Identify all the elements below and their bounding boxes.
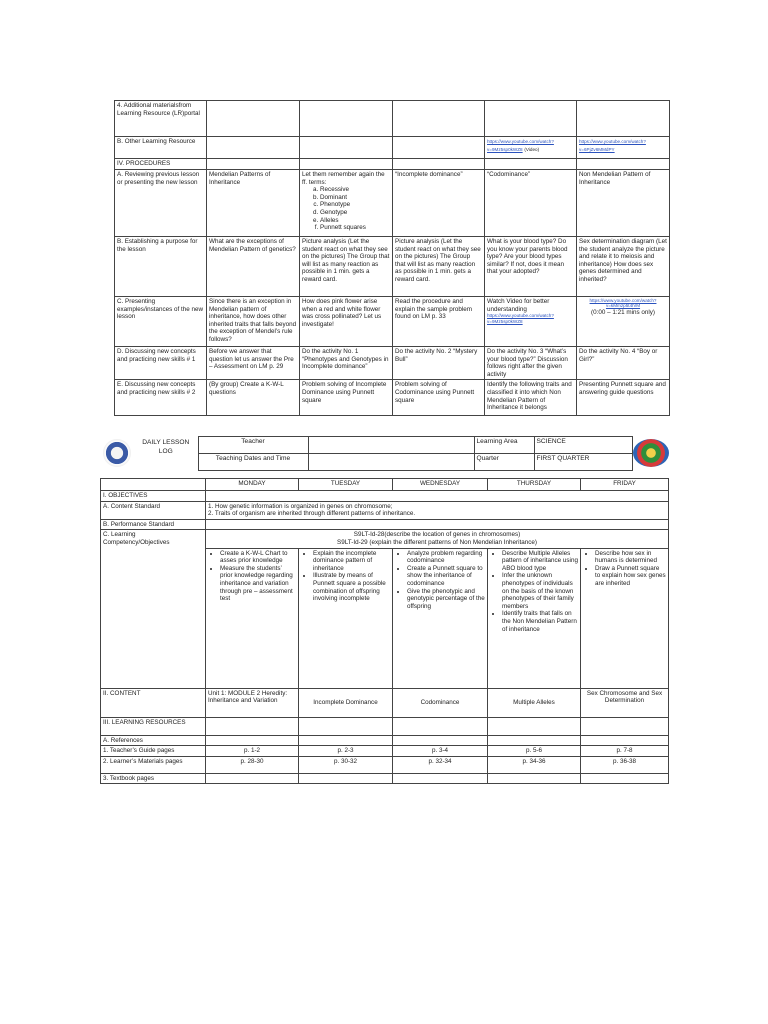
- table-row: [115, 137, 670, 159]
- table-row: [101, 519, 669, 530]
- cell-friday: Non Mendelian Pattern of Inheritance: [577, 170, 670, 237]
- content-standard-line: 1. How genetic information is organized in genes on chromosome;: [208, 502, 393, 510]
- cell-wednesday: Picture analysis (Let the student react on what they see on the pictures) The Group that will list as many reaction as possible in 1 min. gets a reward card.: [393, 237, 485, 297]
- cell-thursday: Watch Video for better understanding https://www.youtube.com/watch?v=9Mz5sp0kWZ8: [485, 297, 577, 347]
- day-header-monday: MONDAY: [206, 479, 299, 491]
- dates-value: [308, 454, 474, 471]
- cell-tuesday: [300, 170, 393, 237]
- cell-wednesday: Problem solving of Codominance using Punnett square: [393, 380, 485, 416]
- cell-monday: Mendelian Patterns of Inheritance: [207, 170, 300, 237]
- section-heading: II. CONTENT: [101, 688, 206, 717]
- row-label: D. Discussing new concepts and practicing new skills # 1: [115, 347, 207, 380]
- table-row: [101, 717, 669, 735]
- list-item: d. Genotype: [320, 209, 390, 217]
- learning-area-value: SCIENCE: [534, 437, 632, 454]
- table-row: [101, 688, 669, 717]
- cell-tuesday: How does pink flower arise when a red and white flower was cross pollinated? Let us investigate!: [300, 297, 393, 347]
- list-item: • Draw a Punnett square to explain how sex genes are inherited: [595, 565, 666, 588]
- video-link[interactable]: https://www.youtube.com/watch?v=kMmzp5t4hrM: [589, 298, 657, 309]
- section-heading: I. OBJECTIVES: [101, 491, 206, 502]
- video-link[interactable]: https://www.youtube.com/watch?v=6PjZv6MMdPY: [579, 139, 646, 152]
- day-header-friday: FRIDAY: [581, 479, 669, 491]
- table-row: [115, 159, 670, 170]
- video-suffix: (Video): [524, 146, 540, 152]
- cell-thursday: Identify the following traits and classified it into which Non Mendelian Pattern of Inheritance it belongs: [485, 380, 577, 416]
- quarter-label: Quarter: [474, 454, 534, 471]
- list-item: • Create a K-W-L Chart to asses prior knowledge: [220, 550, 296, 565]
- deped-seal-logo: [103, 439, 131, 467]
- row-label: E. Discussing new concepts and practicing new skills # 2: [115, 380, 207, 416]
- section-heading: III. LEARNING RESOURCES: [101, 717, 206, 735]
- cell-friday: https://www.youtube.com/watch?v=kMmzp5t4hrM (0:00 – 1:21 mins only): [577, 297, 670, 347]
- list-item: • Create a Punnett square to show the inheritance of codominance: [407, 565, 485, 588]
- procedures-table: [114, 100, 670, 416]
- video-link[interactable]: https://www.youtube.com/watch?v=9Mz5sp0kWZ8: [487, 313, 554, 324]
- row-label: C. Presenting examples/instances of the new lesson: [115, 297, 207, 347]
- table-row: 1. Teacher’s Guide pages p. 1-2 p. 2-3 p. 3-4 p. 5-6 p. 7-8: [101, 746, 669, 757]
- row-label: 3. Textbook pages: [101, 773, 206, 784]
- cell-tuesday: Incomplete Dominance: [299, 688, 393, 717]
- cell-friday: Sex determination diagram (Let the student analyze the picture and relate it to meiosis and inheritance) How does sex genes determined and inherited?: [577, 237, 670, 297]
- list-item: f. Punnett squares: [320, 224, 390, 232]
- teacher-value: [308, 437, 474, 454]
- header-table: [100, 436, 668, 471]
- day-header-wednesday: WEDNESDAY: [393, 479, 488, 491]
- row-label: 1. Teacher’s Guide pages: [101, 746, 206, 757]
- table-row: [101, 735, 669, 746]
- lesson-log-header: [100, 436, 668, 470]
- school-logo: [633, 439, 669, 467]
- list-item: • Describe how sex in humans is determined: [595, 550, 666, 565]
- cell-friday: Presenting Punnett square and answering guide questions: [577, 380, 670, 416]
- row-label: A. Reviewing previous lesson or presenting the new lesson: [115, 170, 207, 237]
- cell-wednesday: [393, 548, 488, 688]
- table-row: [101, 491, 669, 502]
- table-row: [101, 501, 669, 519]
- cell-thursday: Multiple Alleles: [488, 688, 581, 717]
- cell-monday: Since there is an exception in Mendelian pattern of inheritance, how does other inherited traits that falls beyond the exception of Mendel’s rule follows?: [207, 297, 300, 347]
- cell-wednesday: “Incomplete dominance”: [393, 170, 485, 237]
- cell-wednesday: Do the activity No. 2 “Mystery Bull”: [393, 347, 485, 380]
- day-header-thursday: THURSDAY: [488, 479, 581, 491]
- cell-tuesday: [299, 548, 393, 688]
- cell-thursday: “Codominance”: [485, 170, 577, 237]
- table-row: 2. Learner’s Materials pages p. 28-30 p. 30-32 p. 32-34 p. 34-36 p. 36-38: [101, 756, 669, 773]
- cell-tuesday: Picture analysis (Let the student react on what they see on the pictures) The Group that will list as many reaction as possible in 1 min. gets a reward card.: [300, 237, 393, 297]
- cell-friday: [581, 548, 669, 688]
- cell-thursday: What is your blood type? Do you know your parents blood type? Are your blood types similar? If not, does it mean that your adopted?: [485, 237, 577, 297]
- content-standard-line: 2. Traits of organism are inherited through different patterns of inheritance.: [208, 510, 416, 518]
- row-label: C. Learning Competency/Objectives: [101, 530, 206, 688]
- section-heading: IV. PROCEDURES: [115, 159, 207, 170]
- list-item: • Infer the unknown phenotypes of individuals on the basis of the known phenotypes of their family members: [502, 572, 578, 610]
- list-item: • Describe Multiple Alleles pattern of inheritance using ABO blood type: [502, 550, 578, 573]
- list-item: • Measure the students’ prior knowledge regarding inheritance and variation through pre – assessment test: [220, 565, 296, 603]
- daily-lesson-log-title: DAILY LESSON LOG: [142, 438, 190, 455]
- list-item: • Illustrate by means of Punnett square a possible combination of offspring involving incomplete: [313, 572, 390, 602]
- list-item: • Analyze problem regarding codominance: [407, 550, 485, 565]
- cell-thursday: [488, 548, 581, 688]
- row-label: B. Performance Standard: [101, 519, 206, 530]
- competency-code: S9LT-Id-28(describe the location of genes in chromosomes): [353, 531, 521, 539]
- day-header-row: [101, 479, 669, 491]
- learning-area-label: Learning Area: [474, 437, 534, 454]
- list-item: a. Recessive: [320, 186, 390, 194]
- cell-friday: Do the activity No. 4 “Boy or Girl?”: [577, 347, 670, 380]
- list-item: • Give the phenotypic and genotypic percentage of the offspring: [407, 588, 485, 611]
- list-item: e. Alleles: [320, 217, 390, 225]
- table-row: [115, 237, 670, 297]
- cell-tuesday: Do the activity No. 1 “Phenotypes and Genotypes in Incomplete dominance”: [300, 347, 393, 380]
- row-label: A. Content Standard: [101, 501, 206, 519]
- row-label: 4. Additional materialsfrom Learning Resource (LR)portal: [115, 101, 207, 137]
- cell-monday: Before we answer that question let us answer the Pre – Assessment on LM p. 29: [207, 347, 300, 380]
- row-label: A. References: [101, 735, 206, 746]
- table-row: [115, 380, 670, 416]
- cell-wednesday: Codominance: [393, 688, 488, 717]
- terms-intro: Let them remember again the ff. terms:: [302, 171, 385, 186]
- row-label: B. Establishing a purpose for the lesson: [115, 237, 207, 297]
- cell-monday: [206, 548, 299, 688]
- teacher-label: Teacher: [198, 437, 308, 454]
- list-item: • Explain the incomplete dominance pattern of inheritance: [313, 550, 390, 573]
- cell-monday: What are the exceptions of Mendelian Pattern of genetics?: [207, 237, 300, 297]
- list-item: b. Dominant: [320, 194, 390, 202]
- objectives-table: [100, 478, 669, 784]
- table-row: [115, 101, 670, 137]
- table-row: [101, 530, 669, 548]
- cell-monday: Unit 1: MODULE 2 Heredity: Inheritance and Variation: [206, 688, 299, 717]
- row-label: B. Other Learning Resource: [115, 137, 207, 159]
- table-row: [115, 170, 670, 237]
- row-label: 2. Learner’s Materials pages: [101, 756, 206, 773]
- terms-list: [302, 186, 390, 232]
- table-row: [115, 297, 670, 347]
- cell-tuesday: Problem solving of Incomplete Dominance using Punnett square: [300, 380, 393, 416]
- day-header-tuesday: TUESDAY: [299, 479, 393, 491]
- competency-code: S9LT-Id-29 (explain the different patterns of Non Mendelian Inheritance): [337, 538, 537, 546]
- list-item: • Identify traits that falls on the Non Mendelian Pattern of inheritance: [502, 610, 578, 633]
- table-row: [115, 347, 670, 380]
- list-item: c. Phenotype: [320, 201, 390, 209]
- video-link[interactable]: https://www.youtube.com/watch?v=9Mz5sp0kWZ8: [487, 139, 554, 152]
- quarter-value: FIRST QUARTER: [534, 454, 632, 471]
- cell-thursday: Do the activity No. 3 “What’s your blood type?” Discussion follows right after the given activity: [485, 347, 577, 380]
- dates-label: Teaching Dates and Time: [198, 454, 308, 471]
- table-row: [101, 773, 669, 784]
- cell-friday: Sex Chromosome and Sex Determination: [581, 688, 669, 717]
- cell-wednesday: Read the procedure and explain the sample problem found on LM p. 33: [393, 297, 485, 347]
- cell-monday: (By group) Create a K-W-L questions: [207, 380, 300, 416]
